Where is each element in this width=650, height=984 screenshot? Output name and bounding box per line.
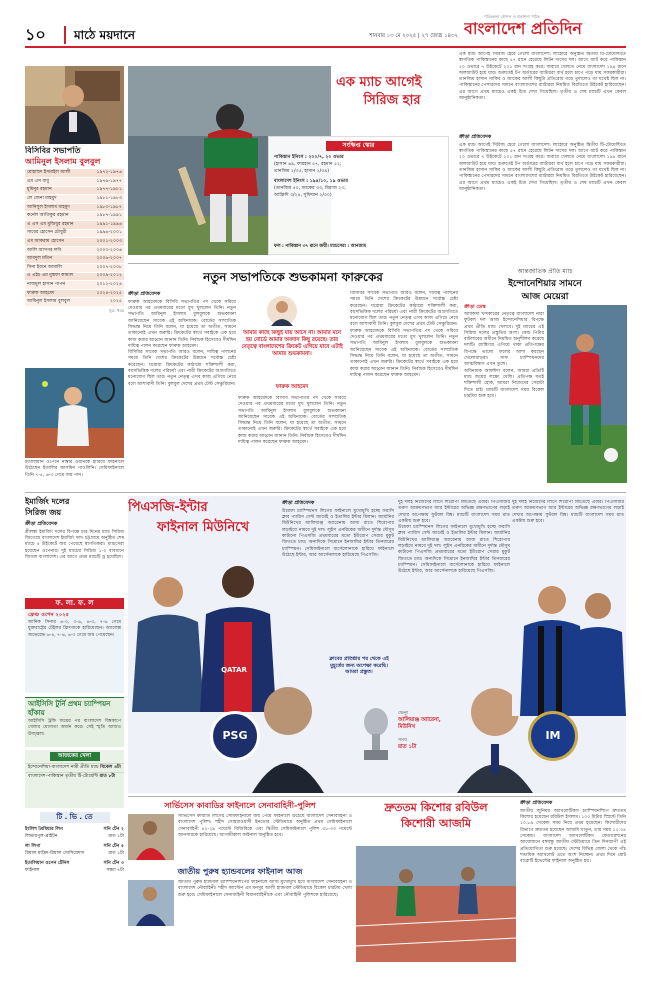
women-body: আফঈদা খন্দকারের নেতৃত্বে বাংলাদেশ নারী ফুটবল দল আজ ইন্দোনেশিয়ার বিপক্ষে প্রথম প্রীতি ম্যাচ খেলবে। দুই ম্যাচের এই সিরিজ দলের প্রস্তুতির অংশ। কোচ পিটার বাটলারের অধীনে নিয়মিত অনুশীলন করেছে দলটি। র‍্যাঙ্কিংয়ে এগিয়ে থাকা প্রতিপক্ষের বিপক্ষে ভালো ফলের আশা করছেন খেলোয়াড়রা। সাফ চ্যাম্পিয়নদের আত্মবিশ্বাস এখন তুঙ্গে।	[464, 312, 544, 368]
ucl-headline-line1: পিএসজি-ইন্টার	[128, 500, 208, 515]
faruk-col-left	[128, 291, 236, 481]
results-title: ফ. লা. ফ. ল	[25, 598, 124, 609]
tennis-photo	[25, 368, 124, 458]
icc-box	[25, 697, 124, 747]
divider	[128, 263, 459, 264]
handball-figure	[128, 880, 174, 926]
women-kicker: আন্তর্জাতিক প্রীতি ম্যাচ	[517, 268, 573, 275]
score-box	[268, 136, 449, 255]
president-row	[25, 255, 124, 264]
lead-headline-line2: সিরিজ হার	[363, 93, 421, 108]
women-headline-line2: আজ মেয়েরা	[521, 292, 569, 302]
president-name-cell: এ এস এম মুজিবুর রহমান	[25, 221, 87, 230]
venue-info	[398, 710, 458, 790]
brand-tagline: পরিকল্পনা কৌশল ও প্রকাশনা পাঠক	[484, 14, 540, 19]
emerging-box	[25, 496, 124, 586]
today-box	[25, 750, 124, 808]
rabiul-headline-line1: দ্রুততম কিশোর রবিউল	[384, 801, 488, 814]
rabiul-headline-box	[356, 800, 516, 844]
ucl-trophy	[356, 704, 396, 764]
tv-title: টি . ভি . তে	[40, 812, 110, 823]
president-years-cell: ২০১২-২০২৪	[87, 281, 124, 290]
psg-badge	[210, 711, 260, 761]
ucl-col-1	[282, 500, 394, 654]
faruk-byline: ক্রীড়া প্রতিবেদক	[128, 291, 161, 297]
president-years-cell: ১৯৯৬-২০০১	[87, 229, 124, 238]
emerging-headline-line2: সিরিজ জয়	[25, 508, 62, 517]
footballer-figure	[547, 305, 627, 483]
time-value: রাত ১টা	[398, 743, 417, 750]
section-title-box	[64, 26, 144, 44]
today-title: আজকের খেলা	[50, 752, 100, 761]
inter-badge-text: IM	[545, 729, 561, 742]
president-name-cell: লে জেনা মাহমুদ	[25, 195, 87, 204]
ucl-headline-line2: ফাইনাল মিউনিখে	[156, 520, 250, 535]
enrique-photo	[248, 661, 328, 793]
presidents-footnote: সূত্র: খবর	[108, 308, 124, 313]
tv-row-left: ইংলিশ প্রিমিয়ার লিগ	[25, 827, 63, 832]
icc-body: আইসিসি ট্রফি জয়ের পর বাংলাদেশ বিশ্বকাপে খেলার যোগ্যতা অর্জন করে। সেই স্মৃতি আজও উজ্জ্বল।	[28, 719, 121, 737]
today-items	[25, 763, 124, 781]
tv-box	[25, 812, 124, 962]
runners-figure	[356, 846, 516, 962]
president-row	[25, 289, 124, 298]
lead-headline-box	[336, 66, 448, 136]
tv-row-right: সনি টেন ৫	[103, 844, 124, 849]
faruk-col-right	[350, 291, 458, 481]
time-label: সময়	[398, 736, 408, 743]
ucl-headline-box	[128, 498, 278, 552]
faruk-headline: নতুন সভাপতিকে শুভকামনা ফারুকের	[203, 270, 383, 284]
ucl-body-4: দুই দলই নিজেদের লিগে শিরোপা জিতেছে এবার। পিএসজির তরুণ আক্রমণভাগ আর ইন্টারের অভিজ্ঞ রক্ষণভাগের লড়াই দেখার অপেক্ষায় ফুটবল বিশ্ব। ম্যাচটি বাংলাদেশ সময় রাত একটায় শুরু হবে।	[512, 500, 624, 524]
rabiul-col	[520, 800, 626, 962]
tennis-player-figure	[25, 368, 124, 458]
score-line: (হাসান ৬৯, ফারহান ৫৭, রহমান ৫২;	[274, 162, 342, 167]
icc-title: আইসিসি টুর্নি প্রথম চ্যাম্পিয়ন হাঁকায়	[28, 700, 111, 717]
tv-row	[25, 867, 124, 874]
tv-row-left: লা লিগা	[25, 844, 41, 849]
tv-row	[25, 860, 124, 867]
ucl-section	[128, 496, 626, 793]
today-item-time: বিকেল ৪টা	[100, 765, 121, 770]
emerging-byline: ক্রীড়া প্রতিবেদক	[25, 521, 58, 527]
president-name-cell: এ এইচ এম মুস্তফা কামাল	[25, 272, 87, 281]
president-row	[25, 298, 124, 307]
president-name-cell: আনিসুল ইসলাম মাহমুদ	[25, 203, 87, 212]
president-years-cell: ২০২৪-২০২৫	[87, 289, 124, 298]
tv-row	[25, 833, 124, 840]
president-name-cell: আবদুল মতিন	[25, 255, 87, 264]
tv-row-right: রাত ১টা	[108, 834, 124, 839]
president-name-cell: কর্নেল আতিকুর রহমান	[25, 212, 87, 221]
president-row	[25, 186, 124, 195]
president-row	[25, 169, 124, 178]
trophy-icon	[356, 704, 396, 764]
rabiul-headline-line2: কিশোরী আজমি	[401, 817, 471, 830]
emerging-headline-line1: ইমার্জিং দলের	[25, 497, 70, 506]
president-years-cell: ২০০৬-২০০৭	[87, 255, 124, 264]
faruk-col-mid	[238, 396, 346, 482]
divider	[128, 796, 626, 797]
faruk-body-left: ফারুক আহমেদকে বিসিবি সভাপতির পদ থেকে সরিয়ে দেওয়ার পর প্রথমবারের মতো মুখ খুললেন তিনি। নতুন সভাপতি আমিনুল ইসলাম বুলবুলকে শুভকামনা জানিয়েছেন সাবেক এই অধিনায়ক। বোর্ডের সাম্প্রতিক সিদ্ধান্ত নিয়ে তিনি বলেন, যা হয়েছে তা অতীত, সামনে তাকানোই এখন জরুরি। ক্রিকেটের স্বার্থে সবাইকে এক হয়ে কাজ করার আহ্বান জানান তিনি। নির্বাচক হিসেবেও দীর্ঘদিন দায়িত্ব পালন করেছেন ফারুক আহমেদ।	[128, 299, 236, 349]
president-row	[25, 229, 124, 238]
coach-left-figure	[248, 661, 328, 793]
rabiul-body: জাতীয় জুনিয়র অ্যাথলেটিকস চ্যাম্পিয়নশিপে দ্রুততম কিশোর হয়েছেন রবিউল ইসলাম। ১০০ মিটার স্প্রিন্টে তিনি ১০.৮৯ সেকেন্ড সময় নিয়ে প্রথম হয়েছেন। কিশোরীদের বিভাগে দ্রুততম হয়েছেন আজমি খাতুন, তার সময় ১২.৩৪ সেকেন্ড। বাংলাদেশ অ্যাথলেটিকস ফেডারেশনের আয়োজনে বঙ্গবন্ধু জাতীয় স্টেডিয়ামে তিন দিনব্যাপী এই প্রতিযোগিতা শুরু হয়েছে। দেশের বিভিন্ন জেলা থেকে পাঁচ শতাধিক অ্যাথলেট এতে অংশ নিচ্ছেন। প্রথম দিনে মোট বারোটি ইভেন্টের ফাইনাল অনুষ্ঠিত হয়।	[520, 808, 626, 865]
tv-row-right: সন্ধ্যা ৭টা	[106, 868, 124, 873]
tv-row-left: ইতালিয়ান ওপেন টেনিস	[25, 861, 70, 866]
psg-badge-text: PSG	[222, 729, 248, 742]
divider	[25, 492, 626, 493]
president-years-cell: ২০০৩-২০০৬	[87, 246, 124, 255]
faruk-portrait	[267, 294, 297, 328]
masthead	[0, 0, 650, 48]
handball-photo	[128, 880, 174, 926]
president-years-cell: ১৯৮৭-১৯৯১	[87, 212, 124, 221]
women-body-2: অধিনায়ক আফঈদা বলেন, আমরা প্রতিটি ম্যাচ জয়ের লক্ষ্যে খেলি। প্রতিপক্ষ যতই শক্তিশালী হোক, আমরা নিজেদের সেরাটা দিতে চাই। ম্যাচটি বাংলাদেশ সময় বিকেল চারটায় শুরু হবে।	[464, 368, 544, 399]
ucl-quote: ক্লাবের প্রতিষ্ঠার পর থেকে এই মুহূর্তের জন্য অপেক্ষা করেছি। আমরা প্রস্তুত।	[329, 656, 389, 675]
president-years-cell: ১৯৮৩-১৯৮৭	[87, 203, 124, 212]
president-name-cell: এম এস বাবু	[25, 178, 87, 187]
president-name-cell: আমিনুল ইসলাম বুলবুল	[25, 298, 87, 307]
kabaddi-body: সার্ভিসেস কাবাডি লিগের সেমিফাইনালে জয় পেয়ে ফাইনালে উঠেছে বাংলাদেশ সেনাবাহিনী ও বাংলাদেশ পুলিশ। শহীদ সোহরাওয়ার্দী ইনডোর স্টেডিয়ামে অনুষ্ঠিত প্রথম সেমিফাইনালে সেনাবাহিনী ৪২-২৯ পয়েন্টে বিজিবিকে এবং দ্বিতীয় সেমিফাইনালে পুলিশ ৩৮-৩৩ পয়েন্টে আনসারকে হারিয়েছে। আগামীকাল ফাইনাল অনুষ্ঠিত হবে।	[178, 814, 352, 838]
emerging-body: শ্রীলঙ্কা ইমার্জিং দলের বিপক্ষে চার দিনের ম্যাচ সিরিজ জিতেছে বাংলাদেশ ইমার্জিং দল। চট্টগ্রামে অনুষ্ঠিত শেষ ম্যাচে ৪ উইকেটে জয় পেয়েছে স্বাগতিকরা। ম্যাচসেরা হয়েছেন ওপেনার। দুই ম্যাচের সিরিজ ১-০ ব্যবধানে জিতল বাংলাদেশ। এর আগে প্রথম ম্যাচটি ড্র হয়েছিল।	[25, 529, 124, 560]
women-col-1	[464, 312, 544, 482]
faruk-body-right-2: ফারুক আহমেদকে বিসিবি সভাপতির পদ থেকে সরিয়ে দেওয়ার পর প্রথমবারের মতো মুখ খুললেন তিনি। নতুন সভাপতি আমিনুল ইসলাম বুলবুলকে শুভকামনা জানিয়েছেন সাবেক এই অধিনায়ক। বোর্ডের সাম্প্রতিক সিদ্ধান্ত নিয়ে তিনি বলেন, যা হয়েছে তা অতীত, সামনে তাকানোই এখন জরুরি। ক্রিকেটের স্বার্থে সবাইকে এক হয়ে কাজ করার আহ্বান জানান তিনি। নির্বাচক হিসেবেও দীর্ঘদিন দায়িত্ব পালন করেছেন ফারুক আহমেদ।	[350, 328, 458, 378]
president-row	[25, 221, 124, 230]
score-result: ফল : পাকিস্তান ৩৭ রানে জয়ী। ম্যাচসেরা : আনজাম	[274, 244, 367, 250]
masthead-rule	[25, 46, 626, 48]
tv-row	[25, 850, 124, 857]
president-years-cell: ১৯৭৬-১৯৭৭	[87, 178, 124, 187]
tv-row-left: ফাইনাল	[25, 868, 40, 873]
today-item-text: বাংলাদেশ-পাকিস্তান তৃতীয় টি-টোয়েন্টি	[28, 774, 100, 779]
presidents-table	[25, 169, 124, 307]
president-row	[25, 212, 124, 221]
women-photo	[547, 305, 627, 483]
women-byline: ক্রীড়া ডেস্ক	[464, 304, 486, 310]
president-row	[25, 178, 124, 187]
ucl-body: উয়েফা চ্যাম্পিয়নস লিগের ফাইনালে মুখোমুখি হচ্ছে ফরাসি ক্লাব প্যারিস সেন্ট জার্মেই ও ইতালির ইন্টার মিলান। জার্মানির মিউনিখের আলিয়াঞ্জ অ্যারেনায় আজ রাতে শিরোপার লড়াইয়ে নামবে দুই দল। লুইস এনরিকের অধীনে দুর্দান্ত মৌসুম কাটানো পিএসজি প্রথমবারের মতো ইউরোপ সেরার মুকুট জিততে চায়। অন্যদিকে সিমোনে ইনজাঘির ইন্টার তিনবারের চ্যাম্পিয়ন। সেমিফাইনালে বার্সেলোনাকে হারিয়ে ফাইনালে উঠেছে ইন্টার, আর আর্সেনালকে হারিয়েছে পিএসজি।	[282, 508, 394, 558]
today-item	[25, 763, 124, 772]
results-item1-title: ফ্রেঞ্চ ওপেন ২০২৫	[28, 612, 69, 618]
presidents-box	[25, 146, 124, 332]
women-headline-line1: ইন্দোনেশিয়ার সামনে	[508, 279, 582, 289]
handball-body: জাতীয় পুরুষ হ্যান্ডবল চ্যাম্পিয়নশিপের ফাইনালে আজ মুখোমুখি হবে বাংলাদেশ সেনাবাহিনী ও বাংলাদেশ নৌবাহিনী। শহীদ ক্যাপ্টেন এম মনসুর আলী হ্যান্ডবল স্টেডিয়ামে বিকেল চারটায় খেলা শুরু হবে। সেমিফাইনালে সেনাবাহিনী বিমানবাহিনীকে এবং নৌবাহিনী পুলিশকে হারিয়েছে।	[178, 880, 352, 898]
ucl-body-2: দুই দলই নিজেদের লিগে শিরোপা জিতেছে এবার। পিএসজির তরুণ আক্রমণভাগ আর ইন্টারের অভিজ্ঞ রক্ষণভাগের লড়াই দেখার অপেক্ষায় ফুটবল বিশ্ব। ম্যাচটি বাংলাদেশ সময় রাত একটায় শুরু হবে।	[398, 500, 510, 524]
kabaddi-figure	[128, 814, 174, 860]
ucl-body-3: উয়েফা চ্যাম্পিয়নস লিগের ফাইনালে মুখোমুখি হচ্ছে ফরাসি ক্লাব প্যারিস সেন্ট জার্মেই ও ইতালির ইন্টার মিলান। জার্মানির মিউনিখের আলিয়াঞ্জ অ্যারেনায় আজ রাতে শিরোপার লড়াইয়ে নামবে দুই দল। লুইস এনরিকের অধীনে দুর্দান্ত মৌসুম কাটানো পিএসজি প্রথমবারের মতো ইউরোপ সেরার মুকুট জিততে চায়। অন্যদিকে সিমোনে ইনজাঘির ইন্টার তিনবারের চ্যাম্পিয়ন। সেমিফাইনালে বার্সেলোনাকে হারিয়ে ফাইনালে উঠেছে ইন্টার, আর আর্সেনালকে হারিয়েছে পিএসজি।	[398, 525, 510, 575]
score-line: বাংলাদেশ ইনিংস : ১৯৪/১০, ১৯ ওভার	[274, 179, 348, 184]
tv-row	[25, 843, 124, 850]
score-line: তানজিম ২/৩৫, হাসান ২/৩৯)	[274, 169, 329, 174]
kabaddi-headline: সার্ভিসেস কাবাডির ফাইনালে সেনাবাহিনী-পুলিশ	[164, 801, 316, 810]
inter-players-figure	[512, 566, 626, 716]
faruk-body-left-2: বিসিবির সাবেক সভাপতি আরও বলেন, দায়িত্ব পালনের সময়ে তিনি দেশের ক্রিকেটের উন্নয়নে সর্বোচ্চ চেষ্টা করেছেন। ঘরোয়া ক্রিকেটের কাঠামো শক্তিশালী করা, বয়সভিত্তিক দলের পরিচর্যা এবং নারী ক্রিকেটের অগ্রগতিতে মনোযোগ ছিল তার। নতুন নেতৃত্ব এসব কাজ এগিয়ে নেবে বলে আশাবাদী তিনি। বুলবুল দেশের প্রথম টেস্ট সেঞ্চুরিয়ান।	[128, 350, 236, 387]
tv-row-right: রাত ১টা	[108, 851, 124, 856]
inter-badge	[528, 711, 578, 761]
president-name-cell: ফারুক আহমেদ	[25, 289, 87, 298]
rabiul-photo	[356, 846, 516, 962]
lead-body-top	[459, 52, 626, 134]
president-years-cell: ১৯৯১-১৯৯৬	[87, 221, 124, 230]
inter-players-photo	[512, 566, 626, 716]
brand-name: বাংলাদেশ প্রতিদিন	[464, 19, 582, 39]
score-line: আফ্রিদি ৩/২৪, সুফিয়ান ২/৩০)	[274, 193, 332, 198]
tv-row	[25, 826, 124, 833]
brand-logo	[464, 14, 626, 48]
tv-row-right: সনি টেন ৩	[103, 861, 124, 866]
tv-row-left: রিয়াল মাদ্রিদ-রিয়াল সোসিয়েদাদ	[25, 851, 85, 856]
lead-body	[459, 134, 626, 264]
venue-label: ভেন্যু	[398, 710, 409, 716]
today-item	[25, 772, 124, 781]
rabiul-byline: ক্রীড়া প্রতিবেদক	[520, 800, 553, 806]
tv-rows	[25, 826, 124, 874]
president-row	[25, 281, 124, 290]
lead-body-text: এক ম্যাচ আগেই সিরিজ হেরে গেলো বাংলাদেশ। লাহোরে অনুষ্ঠিত দ্বিতীয় টি-টোয়েন্টিতে স্বাগতিক পাকিস্তানের কাছে ৫৭ রানে হেরেছে লিটন দাসের দল। আগে ব্যাট করে পাকিস্তান ২০ ওভারে ৭ উইকেটে ২০১ রান সংগ্রহ করে। জবাবে খেলতে নেমে বাংলাদেশ ১৯৪ রানে অলআউট হয়ে যায়। শুরুতেই টপ অর্ডারের ব্যাটাররা ব্যর্থ হলে চাপে পড়ে যায় সফরকারীরা। তানজিম হাসান সাকিব ও জাকের আলী কিছুটা প্রতিরোধ গড়ে তুললেও তা যথেষ্ট ছিল না। পাকিস্তানের পেসারদের সামনে বাংলাদেশের ব্যাটাররা নিয়মিত বিরতিতে উইকেট হারিয়েছেন। এর আগে প্রথম ম্যাচেও একই চিত্র দেখা গিয়েছিল। তৃতীয় ও শেষ ম্যাচটি এখন কেবল আনুষ্ঠানিকতা।	[459, 142, 626, 192]
president-name-cell: সাবের হোসেন চৌধুরী	[25, 229, 87, 238]
president-row	[25, 264, 124, 273]
ucl-byline: ক্রীড়া প্রতিবেদক	[282, 500, 315, 506]
page-number: ১০	[25, 26, 46, 44]
section-title: মাঠে ময়দানে	[74, 28, 136, 42]
today-item-time: রাত ৮টা	[99, 774, 116, 779]
ucl-col-3	[512, 500, 624, 560]
kabaddi-photo	[128, 814, 174, 860]
president-row	[25, 246, 124, 255]
president-years-cell: ২০২৫	[87, 298, 124, 307]
president-years-cell: ১৯৭২-১৯৭৬	[87, 169, 124, 178]
faruk-portrait-figure	[267, 294, 297, 328]
score-line: (তানজিম ৫০, জাকের ৩৩, মিরাজ ২৩;	[274, 186, 346, 191]
results-box	[25, 598, 124, 693]
date-line: শনিবার ১৩ মে ২০২৫ | ২৭ জ্যৈষ্ঠ ১৪৩২	[369, 33, 458, 39]
president-row	[25, 203, 124, 212]
faruk-quote-author: ফারুক আহমেদ	[275, 384, 309, 390]
president-photo	[25, 66, 124, 144]
president-years-cell: ২০০৯-২০১২	[87, 272, 124, 281]
presidents-title: বিসিবির সভাপতি	[25, 146, 81, 155]
president-row	[25, 272, 124, 281]
tv-row-right: সনি টেন ২	[103, 827, 124, 832]
score-lines	[269, 154, 448, 199]
president-name-cell: আলি আসগর লবি	[25, 246, 87, 255]
faruk-quote: আমার কাছে কিছুই যায় আসে না। আমার মনে হয় বোর্ডে আমার অবদান কিছু রয়েছে। তার নেতৃত্বে বাংলাদেশের ক্রিকেট এগিয়ে যাবে এটাই আমার শুভকামনা।	[241, 330, 343, 357]
president-row	[25, 238, 124, 247]
president-name-cell: মুমিনুর রহমান	[25, 186, 87, 195]
sponsor-text: QATAR	[221, 666, 247, 674]
score-line: পাকিস্তান ইনিংস : ২০০/৭, ২০ ওভার	[274, 155, 344, 160]
president-figure	[25, 66, 124, 144]
lead-body-continued: এক ম্যাচ আগেই সিরিজ হেরে গেলো বাংলাদেশ। লাহোরে অনুষ্ঠিত দ্বিতীয় টি-টোয়েন্টিতে স্বাগতিক পাকিস্তানের কাছে ৫৭ রানে হেরেছে লিটন দাসের দল। আগে ব্যাট করে পাকিস্তান ২০ ওভারে ৭ উইকেটে ২০১ রান সংগ্রহ করে। জবাবে খেলতে নেমে বাংলাদেশ ১৯৪ রানে অলআউট হয়ে যায়। শুরুতেই টপ অর্ডারের ব্যাটাররা ব্যর্থ হলে চাপে পড়ে যায় সফরকারীরা। তানজিম হাসান সাকিব ও জাকের আলী কিছুটা প্রতিরোধ গড়ে তুললেও তা যথেষ্ট ছিল না। পাকিস্তানের পেসারদের সামনে বাংলাদেশের ব্যাটাররা নিয়মিত বিরতিতে উইকেট হারিয়েছেন। এর আগে প্রথম ম্যাচেও একই চিত্র দেখা গিয়েছিল। তৃতীয় ও শেষ ম্যাচটি এখন কেবল আনুষ্ঠানিকতা।	[459, 52, 626, 102]
faruk-body-mid: ফারুক আহমেদকে বিসিবি সভাপতির পদ থেকে সরিয়ে দেওয়ার পর প্রথমবারের মতো মুখ খুললেন তিনি। নতুন সভাপতি আমিনুল ইসলাম বুলবুলকে শুভকামনা জানিয়েছেন সাবেক এই অধিনায়ক। বোর্ডের সাম্প্রতিক সিদ্ধান্ত নিয়ে তিনি বলেন, যা হয়েছে তা অতীত, সামনে তাকানোই এখন জরুরি। ক্রিকেটের স্বার্থে সবাইকে এক হয়ে কাজ করার আহ্বান জানান তিনি। নির্বাচক হিসেবেও দীর্ঘদিন দায়িত্ব পালন করেছেন ফারুক আহমেদ।	[238, 396, 346, 446]
president-name-cell: এম আকরাম হোসেন	[25, 238, 87, 247]
president-row	[25, 195, 124, 204]
president-years-cell: ১৯৭৭-১৯৮১	[87, 186, 124, 195]
presidents-name: আমিনুল ইসলাম বুলবুল	[25, 157, 101, 166]
venue-name: আলিয়াঞ্জ অ্যারেনা, মিউনিখ	[398, 716, 441, 730]
score-label: সংক্ষিপ্ত স্কোর	[326, 141, 392, 151]
president-name-cell: মোহাম্মদ ইসমাইল আলী	[25, 169, 87, 178]
results-item1-body: জানিক সিনার ৬-৩, ৩-৬, ৬-৩, ৭-৬ গেমে যুক্তরাষ্ট্রের টেইলর ফ্রিৎজকে হারিয়েছেন। অ্যালেক্স জভেরেভ ৬-৪, ৭-৬, ৬-৩ গেমে জয় পেয়েছেন।	[28, 620, 121, 638]
president-years-cell: ২০০৭-২০০৮	[87, 264, 124, 273]
today-item-text: ইন্দোনেশিয়া-বাংলাদেশ নারী প্রীতি ম্যাচ	[28, 765, 101, 770]
tennis-caption: ইতালিয়ান ওপেনে নাম্বার ওয়ানকে হারিয়ে ফাইনালে উঠেছেন ইতালির জাসমিন পাওলিনি। সেমিফাইনালে তিনি ৭-৫, ৬-৩ গেমে জয় পান।	[25, 460, 124, 478]
lead-headline-line1: এক ম্যাচ আগেই	[336, 75, 422, 90]
lead-byline: ক্রীড়া প্রতিবেদক	[459, 134, 492, 140]
president-years-cell: ২০০১-২০০৩	[87, 238, 124, 247]
president-name-cell: সিনা ইবনে জামালি	[25, 264, 87, 273]
president-name-cell: নাজমুল হাসান পাপন	[25, 281, 87, 290]
president-years-cell: ১৯৮১-১৯৮৩	[87, 195, 124, 204]
faruk-body-right: বিসিবির সাবেক সভাপতি আরও বলেন, দায়িত্ব পালনের সময়ে তিনি দেশের ক্রিকেটের উন্নয়নে সর্বোচ্চ চেষ্টা করেছেন। ঘরোয়া ক্রিকেটের কাঠামো শক্তিশালী করা, বয়সভিত্তিক দলের পরিচর্যা এবং নারী ক্রিকেটের অগ্রগতিতে মনোযোগ ছিল তার। নতুন নেতৃত্ব এসব কাজ এগিয়ে নেবে বলে আশাবাদী তিনি। বুলবুল দেশের প্রথম টেস্ট সেঞ্চুরিয়ান।	[350, 291, 458, 328]
handball-headline: জাতীয় পুরুষ হ্যান্ডবলের ফাইনাল আজ	[177, 867, 303, 876]
tv-row-left: লিভারপুল-ব্রাইটন	[25, 834, 58, 839]
ucl-col-2	[398, 500, 510, 676]
